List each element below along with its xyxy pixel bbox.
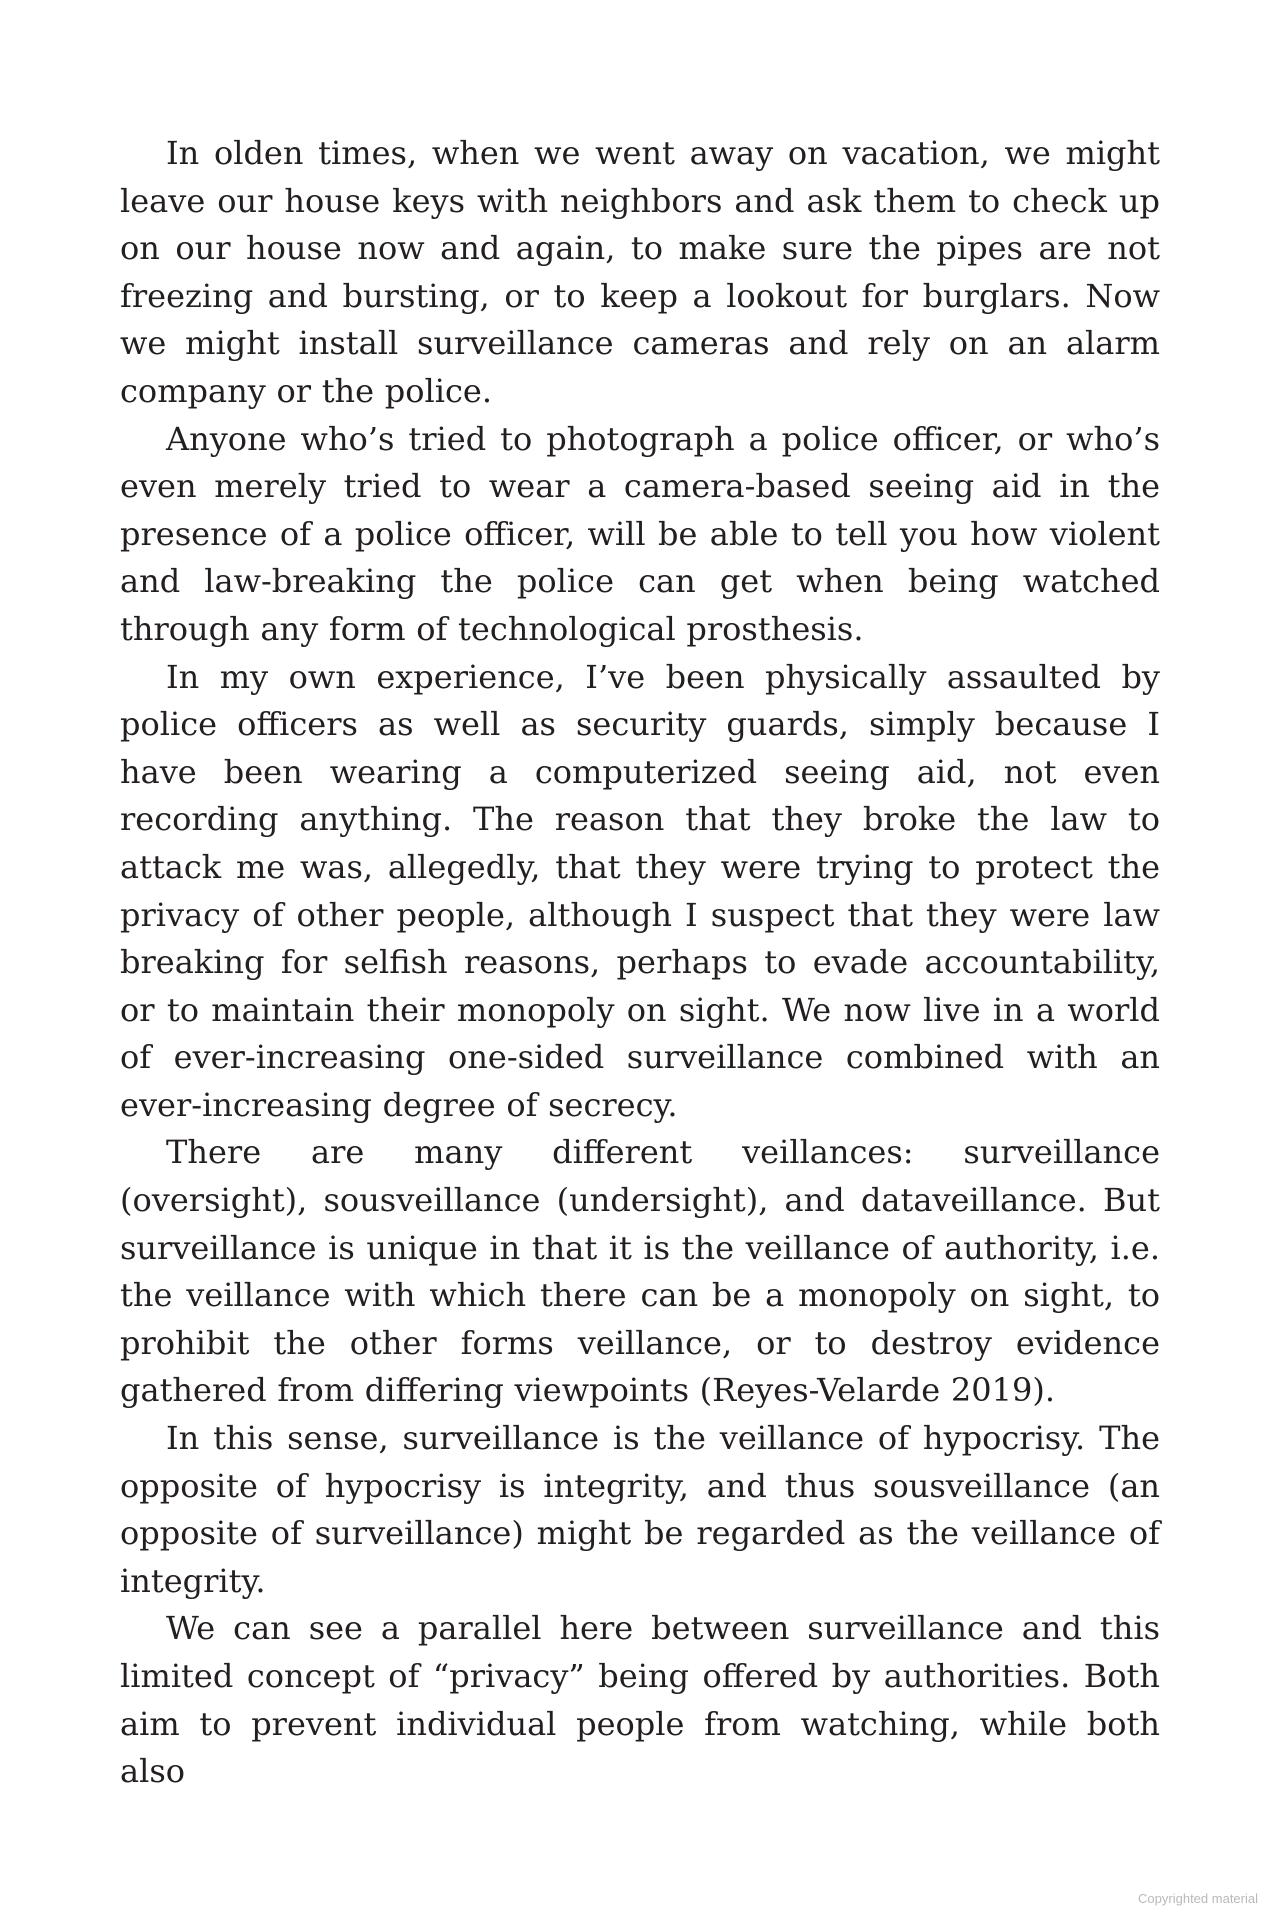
copyright-watermark: Copyrighted material bbox=[1138, 1891, 1258, 1906]
paragraph-5: In this sense, surveillance is the veillance of hypocrisy. The opposite of hypocrisy is integrity, and thus sousveillance (an opposite of surveillance) might be regarded as the veillance of integrity. bbox=[120, 1419, 1160, 1600]
paragraph-6: We can see a parallel here between surveillance and this limited concept of “privacy” being offered by authorities. Both aim to prevent individual people from watching, while both also bbox=[120, 1609, 1160, 1791]
paragraph-3: In my own experience, I’ve been physically assaulted by police officers as well as security guards, simply because I have been wearing a computerized seeing aid, not even recording anything. The reason that they broke the law to attack me was, allegedly, that they were trying to protect the privacy of other people, although I suspect that they were law breaking for selfish reasons, perhaps to evade accountability, or to maintain their monopoly on sight. We now live in a world of ever-increasing one-sided surveillance combined with an ever-increasing degree of secrecy. bbox=[120, 657, 1160, 1124]
paragraph-4: There are many different veillances: surveillance (oversight), sousveillance (undersight), and dataveillance. But surveillance is unique in that it is the veillance of authority, i.e. the veillance with which there can be a monopoly on sight, to prohibit the other forms veillance, or to destroy evidence gathered from differing viewpoints (Reyes-Velarde 2019). bbox=[120, 1133, 1160, 1410]
paragraph-1: In olden times, when we went away on vacation, we might leave our house keys with neighbors and ask them to check up on our house now and again, to make sure the pipes are not freezing and bursting, or to keep a lookout for burglars. Now we might install surveillance cameras and rely on an alarm company or the police. bbox=[120, 134, 1160, 410]
paragraph-2: Anyone who’s tried to photograph a police officer, or who’s even merely tried to wear a camera-based seeing aid in the presence of a police officer, will be able to tell you how violent and law-breaking the police can get when being watched through any form of technological prosthesis. bbox=[120, 419, 1160, 648]
page-body-text bbox=[120, 130, 1160, 1796]
